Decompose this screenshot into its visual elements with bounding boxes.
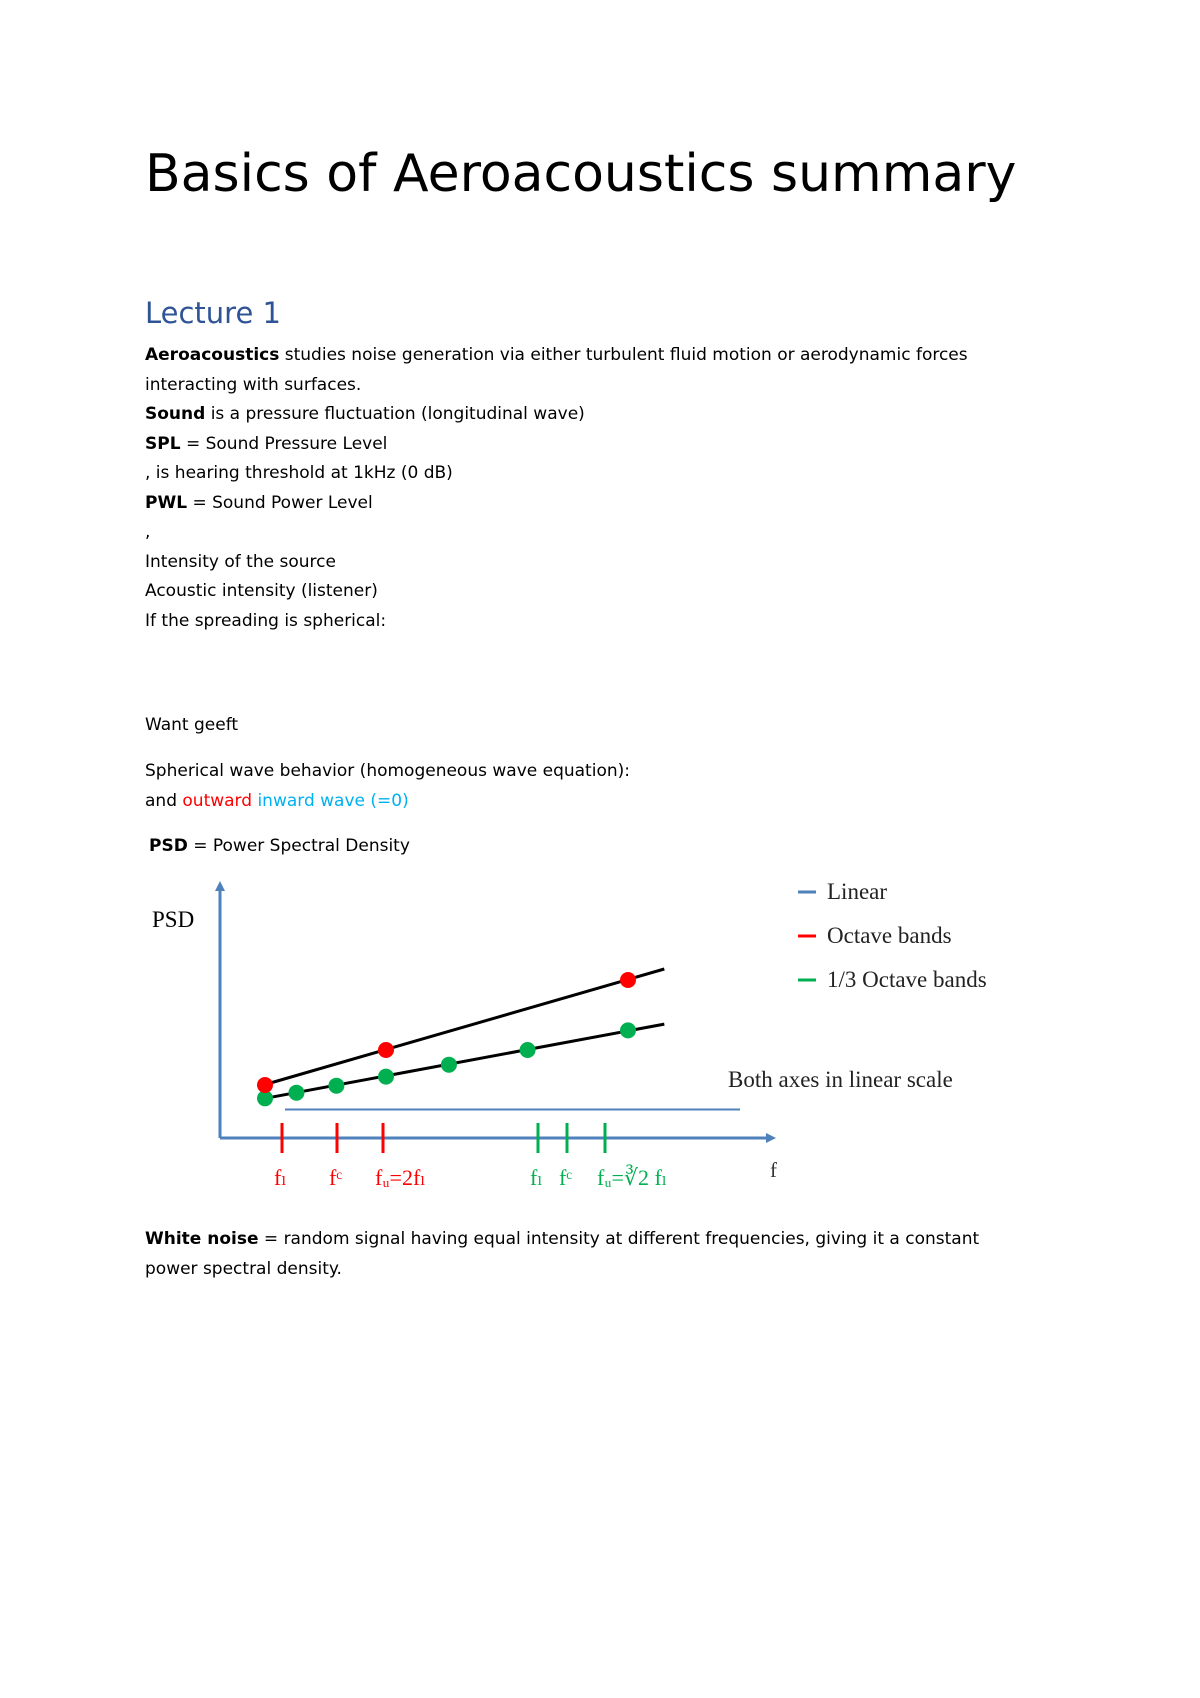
x-axis-label: f (770, 1158, 777, 1182)
pwl-definition (145, 492, 373, 514)
x-ticks (274, 1123, 667, 1190)
legend (798, 879, 987, 992)
term: Sound (145, 404, 206, 424)
text: is a pressure fluctuation (longitudinal wave) (205, 404, 585, 424)
psd-definition (149, 835, 410, 857)
white-noise-definition-cont: power spectral density. (145, 1259, 342, 1279)
y-axis-label: PSD (152, 907, 195, 932)
inward-text: inward wave (=0) (252, 791, 409, 811)
third-octave-point (620, 1022, 636, 1038)
text: = random signal having equal intensity at different frequencies, giving it a constant (258, 1229, 980, 1249)
trend-lines (260, 969, 664, 1099)
want-text: Want geeft (145, 715, 239, 735)
comma-line: , (145, 522, 151, 542)
octave-tick-label: fₗ (274, 1165, 287, 1190)
third-octave-trend-line (260, 1024, 664, 1099)
document-title: Basics of Aeroacoustics summary (145, 144, 1017, 204)
octave-point (620, 972, 636, 988)
term: White noise (145, 1229, 259, 1249)
octave-tick-label: fᶜ (329, 1165, 342, 1190)
x-axis-arrow (766, 1133, 776, 1143)
wave-components-line (145, 790, 409, 812)
text: = Sound Pressure Level (180, 434, 388, 454)
third-octave-point (378, 1069, 394, 1085)
text: = Power Spectral Density (187, 836, 410, 856)
sound-definition (145, 403, 585, 425)
psd-chart (140, 855, 1040, 1210)
spreading-line: If the spreading is spherical: (145, 611, 387, 631)
text: = Sound Power Level (187, 493, 373, 513)
outward-text: outward (182, 791, 253, 811)
axes (215, 881, 776, 1143)
third-octave-point (288, 1085, 304, 1101)
octave-point (257, 1077, 273, 1093)
octave-trend-line (260, 969, 664, 1086)
third-octave-tick-label: fᶜ (559, 1165, 572, 1190)
third-octave-point (520, 1042, 536, 1058)
text: studies noise generation via either turbulent fluid motion or aerodynamic forces (279, 345, 968, 365)
aeroacoustics-definition (145, 344, 968, 366)
psd-chart-svg (140, 855, 1040, 1210)
spl-definition (145, 433, 387, 455)
legend-label: Linear (827, 879, 888, 904)
octave-tick-label: fᵤ=2fₗ (375, 1165, 426, 1190)
y-axis-arrow (215, 881, 225, 891)
third-octave-tick-label: fᵤ=∛2 fₗ (597, 1165, 668, 1190)
spherical-wave-line: Spherical wave behavior (homogeneous wave equation): (145, 761, 630, 781)
legend-label: Octave bands (827, 923, 952, 948)
term: PWL (145, 493, 188, 513)
legend-label: 1/3 Octave bands (827, 967, 987, 992)
white-noise-definition (145, 1228, 979, 1250)
third-octave-point (441, 1057, 457, 1073)
octave-point (378, 1042, 394, 1058)
scale-annotation: Both axes in linear scale (728, 1067, 953, 1092)
want-line (145, 714, 238, 736)
aeroacoustics-definition-cont: interacting with surfaces. (145, 375, 362, 395)
lecture-heading: Lecture 1 (145, 296, 281, 330)
acoustic-intensity-line: Acoustic intensity (listener) (145, 581, 378, 601)
and-text: and (145, 791, 183, 811)
third-octave-point (328, 1078, 344, 1094)
term: Aeroacoustics (145, 345, 280, 365)
third-octave-tick-label: fₗ (530, 1165, 543, 1190)
intensity-source-line: Intensity of the source (145, 552, 336, 572)
term: PSD (149, 836, 188, 856)
term: SPL (145, 434, 181, 454)
threshold-line: , is hearing threshold at 1kHz (0 dB) (145, 463, 453, 483)
